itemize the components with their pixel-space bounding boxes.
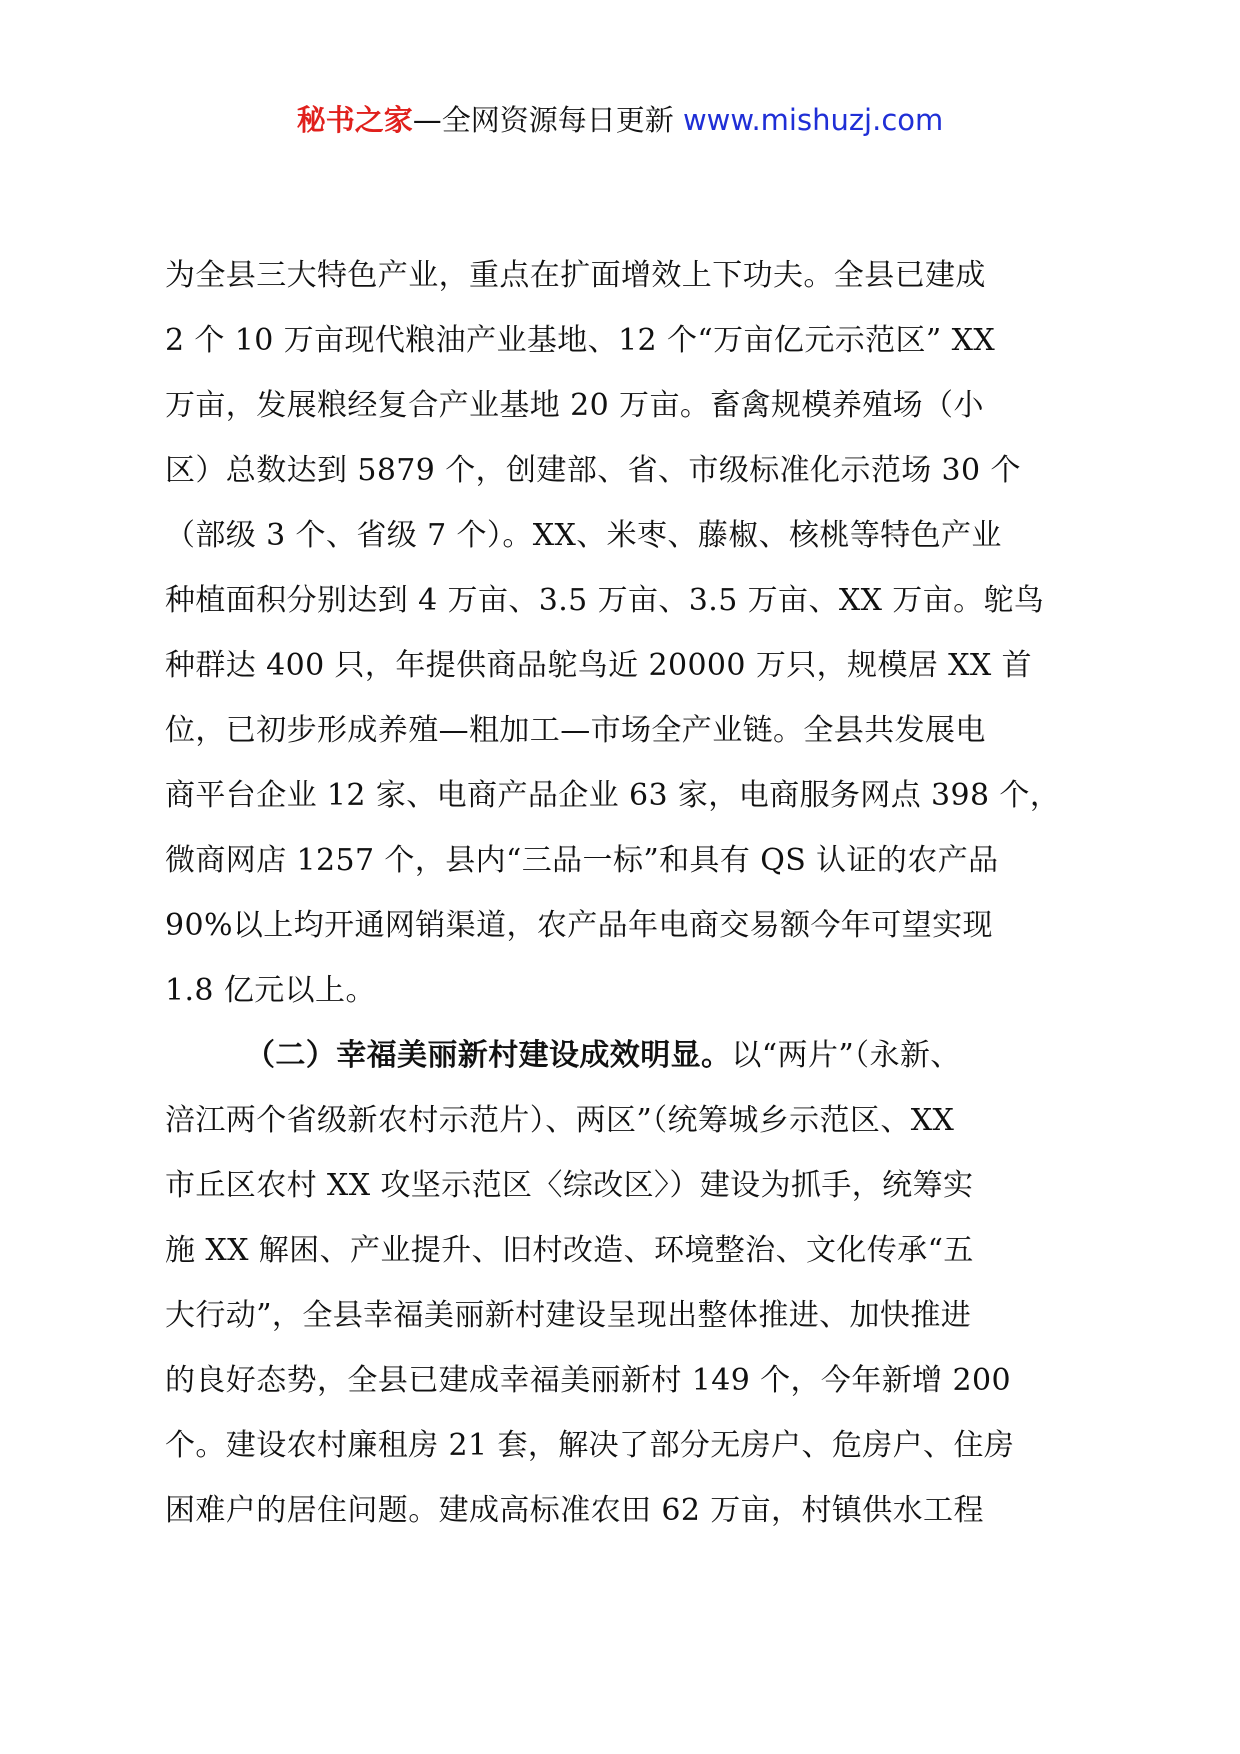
text-line: 90%以上均开通网销渠道，农产品年电商交易额今年可望实现 <box>165 908 993 943</box>
paragraph-new-villages <box>165 1023 1125 1543</box>
text-line: （部级 3 个、省级 7 个）。XX、米枣、藤椒、核桃等特色产业 <box>165 518 1002 553</box>
text-line: 万亩，发展粮经复合产业基地 20 万亩。畜禽规模养殖场（小 <box>165 388 984 423</box>
text-line-first <box>165 1023 1125 1088</box>
brand-name: 秘书之家 <box>296 103 413 137</box>
text-line: 涪江两个省级新农村示范片）、两区”（统筹城乡示范区、XX <box>165 1103 955 1138</box>
text-line: 1.8 亿元以上。 <box>165 973 376 1008</box>
paragraph-industries <box>165 243 1125 1023</box>
text-line: 的良好态势，全县已建成幸福美丽新村 149 个，今年新增 200 <box>165 1363 1011 1398</box>
text-line: 商平台企业 12 家、电商产品企业 63 家，电商服务网点 398 个， <box>165 778 1061 813</box>
text-line: 困难户的居住问题。建成高标准农田 62 万亩，村镇供水工程 <box>165 1493 984 1528</box>
text-line: 微商网店 1257 个，县内“三品一标”和具有 QS 认证的农产品 <box>165 843 999 878</box>
text-line: 位，已初步形成养殖—粗加工—市场全产业链。全县共发展电 <box>165 713 986 748</box>
text-line: 区）总数达到 5879 个，创建部、省、市级标准化示范场 30 个 <box>165 453 1021 488</box>
text-line: 种群达 400 只，年提供商品鸵鸟近 20000 万只，规模居 XX 首 <box>165 648 1033 683</box>
text-line: 大行动”，全县幸福美丽新村建设呈现出整体推进、加快推进 <box>165 1298 972 1333</box>
header-tagline: —全网资源每日更新 <box>412 103 674 137</box>
text-line: 个。建设农村廉租房 21 套，解决了部分无房户、危房户、住房 <box>165 1428 1015 1463</box>
text-line: 为全县三大特色产业，重点在扩面增效上下功夫。全县已建成 <box>165 258 986 293</box>
text-run: 以“两片”（永新、 <box>731 1038 961 1073</box>
page-header <box>0 100 1240 140</box>
site-url-link[interactable]: www.mishuzj.com <box>682 103 944 137</box>
document-body <box>165 243 1125 1543</box>
text-line: 施 XX 解困、产业提升、旧村改造、环境整治、文化传承“五 <box>165 1233 974 1268</box>
section-heading: （二）幸福美丽新村建设成效明显。 <box>245 1038 732 1073</box>
text-line: 种植面积分别达到 4 万亩、3.5 万亩、3.5 万亩、XX 万亩。鸵鸟 <box>165 583 1045 618</box>
text-line: 市丘区农村 XX 攻坚示范区〈综改区〉）建设为抓手，统筹实 <box>165 1168 974 1203</box>
text-line: 2 个 10 万亩现代粮油产业基地、12 个“万亩亿元示范区” XX <box>165 323 996 358</box>
